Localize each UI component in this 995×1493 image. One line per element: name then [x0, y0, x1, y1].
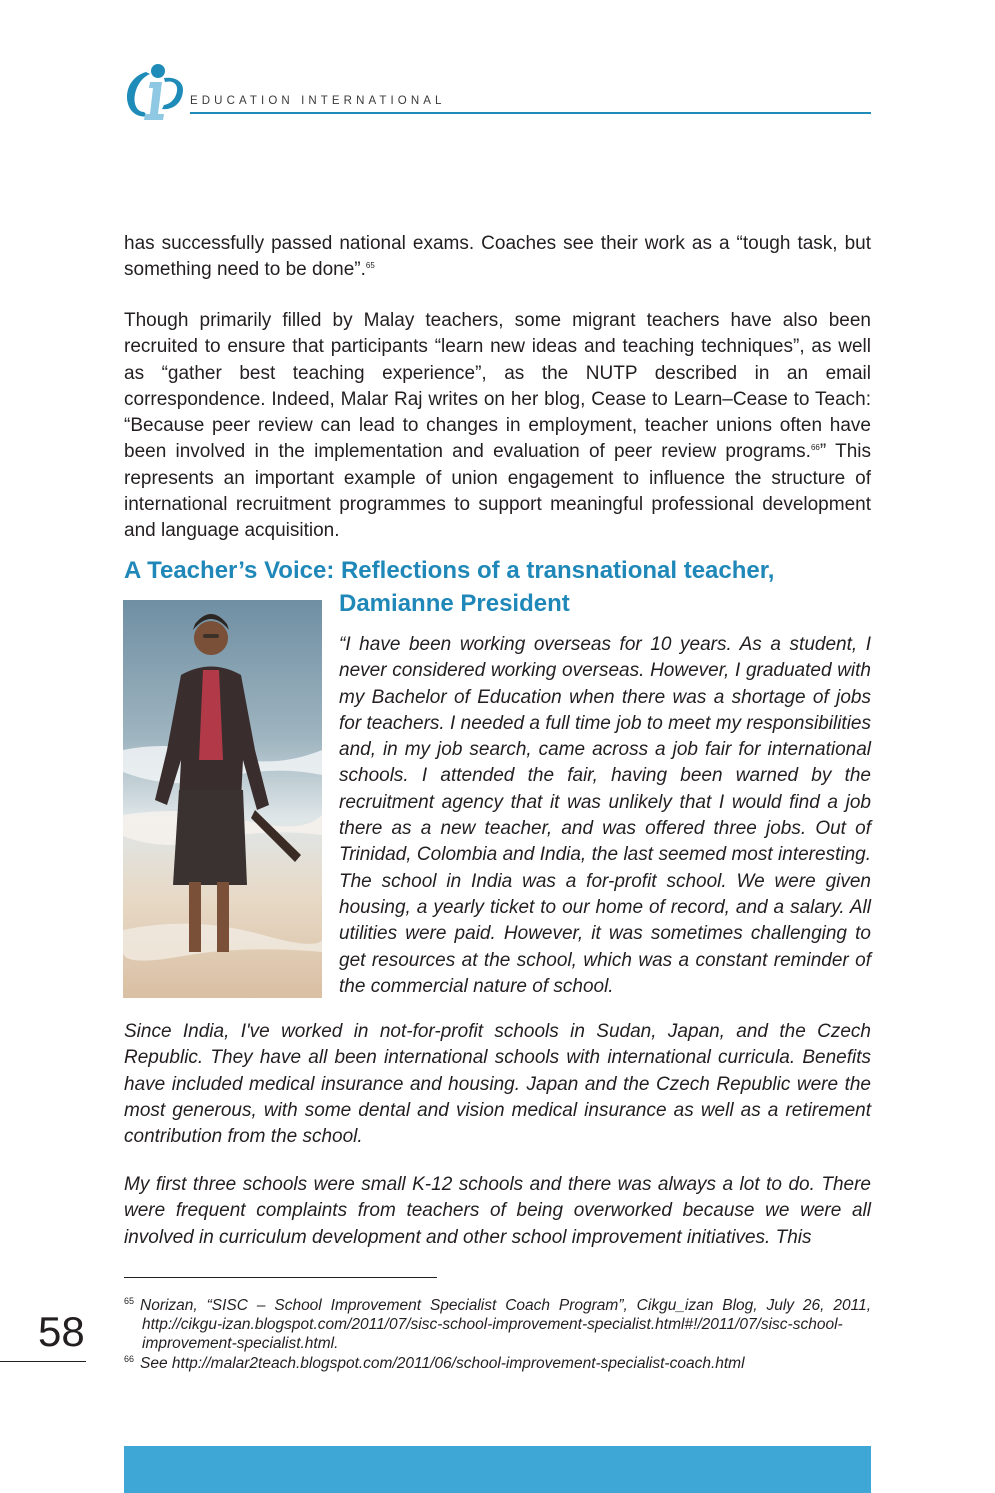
footer-bar: [124, 1446, 871, 1493]
brand-name: EDUCATION INTERNATIONAL: [190, 95, 446, 107]
teacher-photo: [123, 600, 322, 998]
paragraph-text: has successfully passed national exams. Coaches see their work as a “tough task, but something need to be done”.: [124, 233, 871, 281]
page-number: 58: [38, 1308, 85, 1355]
footnote: [124, 1350, 871, 1373]
footnote-ref[interactable]: 66: [810, 443, 820, 453]
ei-logo-icon: [124, 62, 188, 122]
section-heading-name: Damianne President: [339, 590, 570, 617]
footnote: [124, 1292, 871, 1353]
quote-text: “I have been working overseas for 10 years. As a student, I never considered working overseas. However, I graduated with my Bachelor of Education when there was a shortage of jobs for teachers. I needed a full time job to meet my responsibilities and, in my job search, came across a job fair for international schools. I attended the fair, having been warned by the recruitment agency that it was unlikely that I would find a job there as a new teacher, and was offered three jobs. Out of Trinidad, Colombia and India, the last seemed most interesting. The school in India was a for-profit school. We were given housing, a yearly ticket to our home of record, and a salary. All utilities were paid. However, it was sometimes challenging to get resources at the school, which was a constant reminder of the commercial nature of school.: [339, 634, 871, 997]
header-rule: [190, 112, 871, 114]
footnote-ref[interactable]: 65: [365, 261, 375, 271]
body-paragraph: [124, 231, 871, 284]
footnote-text[interactable]: See http://malar2teach.blogspot.com/2011/06/school-improvement-specialist-coach.html: [140, 1355, 745, 1372]
body-paragraph: [124, 308, 871, 545]
paragraph-text: ” This represents an important example of union engagement to influence the structure of international recruitment programmes to support meaningful professional development and language acquisition.: [124, 441, 871, 542]
quote-text: Since India, I've worked in not-for-profit schools in Sudan, Japan, and the Czech Republic. They have all been international schools with international curricula. Benefits have included medical insurance and housing. Japan and the Czech Republic were the most generous, with some dental and vision medical insurance as well as a retirement contribution from the school.: [124, 1021, 871, 1148]
paragraph-text: Though primarily filled by Malay teachers, some migrant teachers have also been recruited to ensure that participants “learn new ideas and teaching techniques”, as well as “gather best teaching experience”, as the NUTP described in an email correspondence. Indeed, Malar Raj writes on her blog, Cease to Learn–Cease to Teach: “Because peer review can lead to changes in employment, teacher unions often have been involved in the implementation and evaluation of peer review programs.: [124, 310, 871, 463]
section-heading-line: A Teacher’s Voice: Reflections of a transnational teacher,: [124, 557, 775, 584]
quote-text: My first three schools were small K-12 schools and there was always a lot to do. There were frequent complaints from teachers of being overworked because we were all involved in curriculum development and other school improvement initiatives. This: [124, 1174, 871, 1248]
footnote-number: 65: [124, 1296, 135, 1306]
footnote-rule: [124, 1277, 437, 1278]
page-number-rule: [0, 1361, 86, 1362]
footnote-number: 66: [124, 1354, 135, 1364]
footnote-text[interactable]: Norizan, “SISC – School Improvement Specialist Coach Program”, Cikgu_izan Blog, July 26, 2011, http://cikgu-izan.blogspot.com/2011/07/sisc-school-improvement-specialist.html#!/2011/07/sisc-school-improvement-specialist.html.: [140, 1297, 871, 1352]
